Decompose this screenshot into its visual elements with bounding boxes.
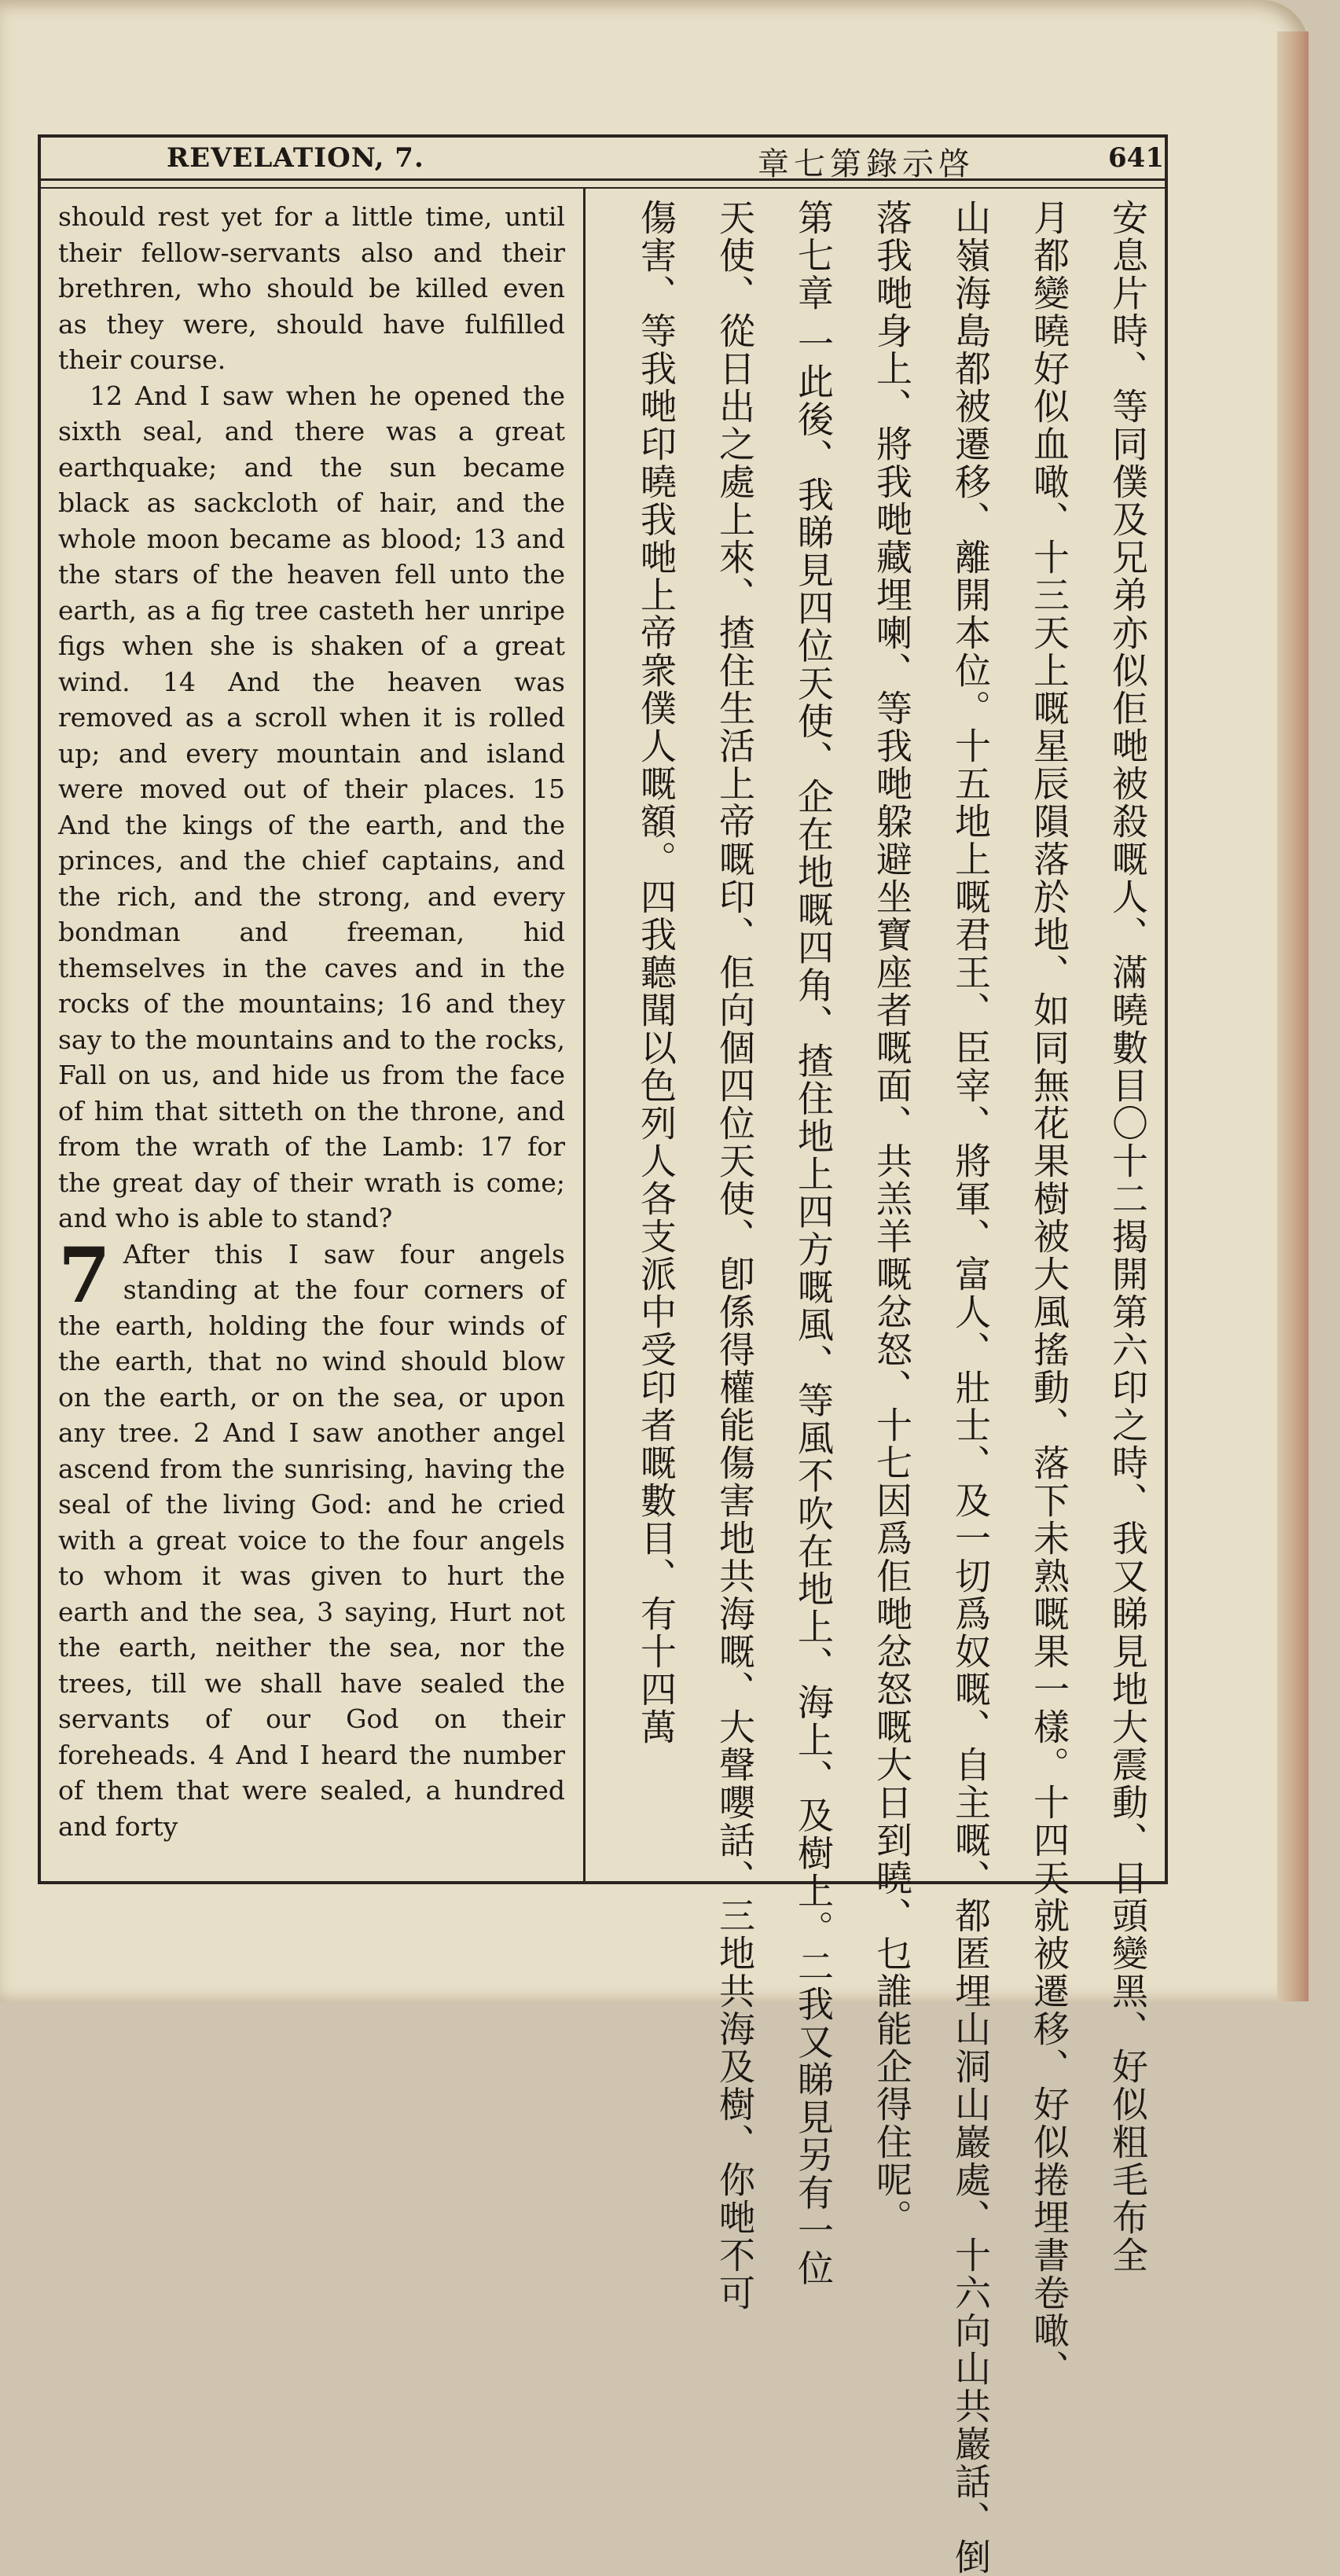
column-divider — [583, 188, 586, 1881]
chinese-column-1: 安息片時、等同僕及兄弟亦似佢哋被殺嘅人、滿曉數目〇十二揭開第六印之時、我又睇見地大震動、日頭變黑、好似粗毛布全 — [1107, 199, 1149, 2274]
running-header-english: REVELATION, 7. — [167, 142, 424, 174]
chinese-column-7: 傷害、等我哋印曉我哋上帝衆僕人嘅額。四我聽聞以色列人各支派中受印者嘅數目、有十四萬 — [635, 199, 677, 1746]
chinese-column-5: 第七章 一此後、我睇見四位天使、企在地嘅四角、揸住地上四方嘅風、等風不吹在地上、海上、及樹上。二我又睇見另有一位 — [792, 199, 835, 2288]
chinese-text-column — [600, 199, 1151, 2576]
header-rule — [41, 178, 1165, 189]
english-paragraph-1: should rest yet for a little time, until their fellow-servants also and their brethren, who should be killed even as they were, should have fulfilled their course. — [58, 201, 565, 375]
english-text-column — [58, 199, 565, 1844]
chinese-column-4: 落我哋身上、將我哋藏埋喇、等我哋躱避坐寶座者嘅面、共羔羊嘅忿怒、十七因爲佢哋忿怒嘅大日到曉、乜誰能企得住呢。 — [871, 199, 913, 2236]
chapter-numeral: 7 — [58, 1230, 111, 1320]
english-paragraph-3 — [58, 1230, 565, 1845]
chinese-column-6: 天使、從日出之處上來、揸住生活上帝嘅印、佢向個四位天使、卽係得權能傷害地共海嘅、大聲嚶話、三地共海及樹、你哋不可 — [714, 199, 756, 2312]
running-header-chinese: 章七第錄示啓 — [758, 146, 975, 182]
page-number: 641 — [1108, 142, 1164, 174]
english-paragraph-2: 12 And I saw when he opened the sixth seal, and there was a great earthquake; and the sun became black as sackcloth of hair, and the whole moon became as blood; 13 and the stars of the heaven fell unto the earth, as a fig tree casteth her unripe figs when she is shaken of a great wind. 14 And the heaven was removed as a scroll when it is rolled up; and every mountain and island were moved out of their places. 15 And the kings of the earth, and the princes, and the chief captains, and the rich, and the strong, and every bondman and freeman, hid themselves in the caves and in the rocks of the mountains; 16 and they say to the mountains and to the rocks, Fall on us, and hide us from the face of him that sitteth on the throne, and from the wrath of the Lamb: 17 for the great day of their wrath is come; and who is able to stand? — [58, 380, 565, 1233]
text-frame — [38, 134, 1168, 2576]
english-chapter7-text: After this I saw four angels standing at the four corners of the earth, holding the four winds of the earth, that no wind should blow on the earth, or on the sea, or upon any tree. 2 And I saw another angel ascend from the sunrising, having the seal of the living God: and he cried with a great voice to the four angels to whom it was given to hurt the earth and the sea, 3 saying, Hurt not the earth, neither the sea, nor the trees, till we shall have sealed the servants of our God on their foreheads. 4 And I heard the number of them that were sealed, a hundred and forty — [58, 1238, 565, 1842]
chinese-column-2: 月都變曉好似血噉、十三天上嘅星辰隕落於地、如同無花果樹被大風搖動、落下未熟嘅果一樣。十四天就被遷移、好似捲埋書卷噉、 — [1028, 199, 1070, 2387]
page-edge — [1277, 31, 1309, 2001]
chinese-column-3: 山嶺海島都被遷移、離開本位。十五地上嘅君王、臣宰、將軍、富人、壯士、及一切爲奴嘅、自主嘅、都匿埋山洞山巖處、十六向山共巖話、倒 — [949, 199, 992, 2576]
